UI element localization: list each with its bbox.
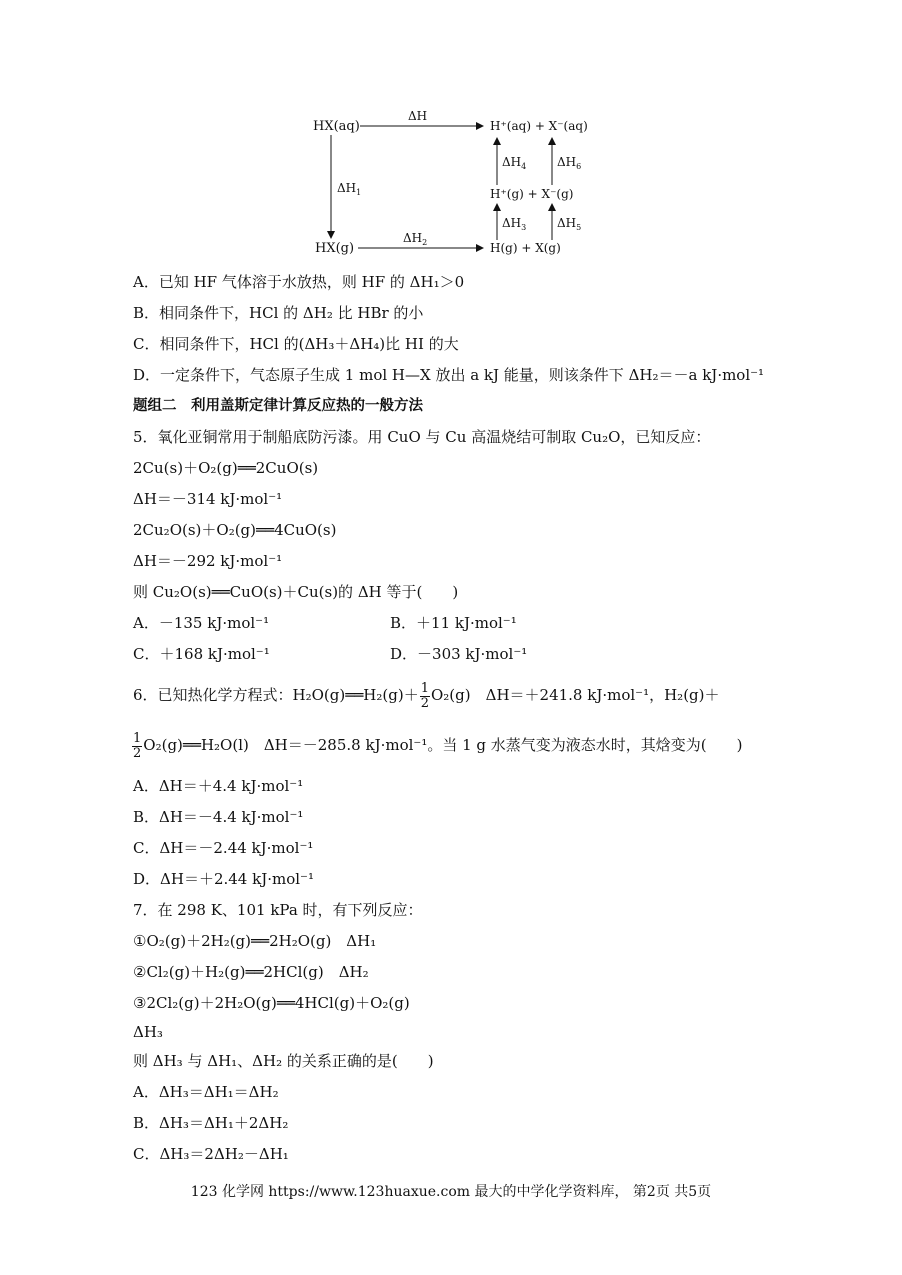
thermochemical-cycle-diagram — [300, 100, 600, 265]
fraction-one-half: $\frac{1}{2}$ — [420, 680, 429, 711]
q5-option-c: C．＋168 kJ·mol⁻¹ — [133, 645, 270, 663]
label-delta-h1: $\Delta H_1$ — [337, 181, 362, 197]
q7-stem: 7．在 298 K、101 kPa 时，有下列反应： — [133, 901, 423, 919]
q6-line-1a: 6．已知热化学方程式：H₂O(g)══H₂(g)＋ — [133, 686, 419, 704]
label-delta-h4: $\Delta H_4$ — [502, 155, 527, 171]
species-hx-g: HX(g) — [315, 241, 355, 256]
species-h-x-ions-aq: H⁺(aq) + X⁻(aq) — [490, 119, 588, 133]
q5-option-b: B．＋11 kJ·mol⁻¹ — [390, 614, 517, 632]
species-h-x-atoms-g: H(g) + X(g) — [490, 241, 561, 255]
q7-reaction-2: ②Cl₂(g)＋H₂(g)══2HCl(g) ΔH₂ — [133, 963, 369, 981]
species-h-x-ions-g: H⁺(g) + X⁻(g) — [490, 187, 574, 201]
q5-option-d: D．－303 kJ·mol⁻¹ — [390, 645, 528, 663]
q5-option-a: A．－135 kJ·mol⁻¹ — [133, 614, 270, 632]
q5-delta-h-1: ΔH＝－314 kJ·mol⁻¹ — [133, 490, 283, 508]
label-delta-h2: $\Delta H_2$ — [403, 231, 428, 247]
q6-line-1 — [133, 678, 720, 712]
label-delta-h: ΔH — [408, 109, 428, 123]
q4-option-c: C．相同条件下，HCl 的(ΔH₃＋ΔH₄)比 HI 的大 — [133, 335, 459, 353]
q6-option-b: B．ΔH＝－4.4 kJ·mol⁻¹ — [133, 808, 304, 826]
species-hx-aq: HX(aq) — [313, 119, 360, 134]
q5-stem: 5．氧化亚铜常用于制船底防污漆。用 CuO 与 Cu 高温烧结可制取 Cu₂O，已知反应： — [133, 428, 711, 446]
q6-line-2-text: O₂(g)══H₂O(l) ΔH＝－285.8 kJ·mol⁻¹。当 1 g 水蒸气变为液态水时，其焓变为( ) — [143, 736, 743, 754]
q5-equation-1: 2Cu(s)＋O₂(g)══2CuO(s) — [133, 459, 319, 477]
q7-reaction-1: ①O₂(g)＋2H₂(g)══2H₂O(g) ΔH₁ — [133, 932, 377, 950]
q6-option-a: A．ΔH＝＋4.4 kJ·mol⁻¹ — [133, 777, 304, 795]
label-delta-h3: $\Delta H_3$ — [502, 216, 527, 232]
q6-option-c: C．ΔH＝－2.44 kJ·mol⁻¹ — [133, 839, 314, 857]
q7-reaction-3: ③2Cl₂(g)＋2H₂O(g)══4HCl(g)＋O₂(g) — [133, 994, 410, 1012]
q5-question: 则 Cu₂O(s)══CuO(s)＋Cu(s)的 ΔH 等于( ) — [133, 583, 459, 601]
q7-option-b: B．ΔH₃＝ΔH₁＋2ΔH₂ — [133, 1114, 289, 1132]
q4-option-b: B．相同条件下，HCl 的 ΔH₂ 比 HBr 的小 — [133, 304, 424, 322]
q7-reaction-3-delta-h: ΔH₃ — [133, 1023, 163, 1041]
label-delta-h6: $\Delta H_6$ — [557, 155, 582, 171]
q7-question: 则 ΔH₃ 与 ΔH₁、ΔH₂ 的关系正确的是( ) — [133, 1052, 434, 1070]
q4-option-a: A．已知 HF 气体溶于水放热，则 HF 的 ΔH₁＞0 — [133, 273, 465, 291]
section-heading: 题组二 利用盖斯定律计算反应热的一般方法 — [133, 398, 423, 414]
q5-delta-h-2: ΔH＝－292 kJ·mol⁻¹ — [133, 552, 283, 570]
q6-line-2 — [131, 728, 743, 762]
page-footer: 123 化学网 https://www.123huaxue.com 最大的中学化学资料库， 第2页 共5页 — [190, 1184, 712, 1200]
q5-equation-2: 2Cu₂O(s)＋O₂(g)══4CuO(s) — [133, 521, 337, 539]
q6-line-1b: O₂(g) ΔH＝＋241.8 kJ·mol⁻¹，H₂(g)＋ — [431, 686, 720, 704]
q4-option-d: D．一定条件下，气态原子生成 1 mol H—X 放出 a kJ 能量，则该条件下 ΔH₂＝－a kJ·mol⁻¹ — [133, 366, 765, 384]
q7-option-c: C．ΔH₃＝2ΔH₂－ΔH₁ — [133, 1145, 289, 1163]
fraction-one-half-2: $\frac{1}{2}$ — [133, 730, 142, 761]
q7-option-a: A．ΔH₃＝ΔH₁＝ΔH₂ — [133, 1083, 279, 1101]
label-delta-h5: $\Delta H_5$ — [557, 216, 582, 232]
q6-option-d: D．ΔH＝＋2.44 kJ·mol⁻¹ — [133, 870, 314, 888]
